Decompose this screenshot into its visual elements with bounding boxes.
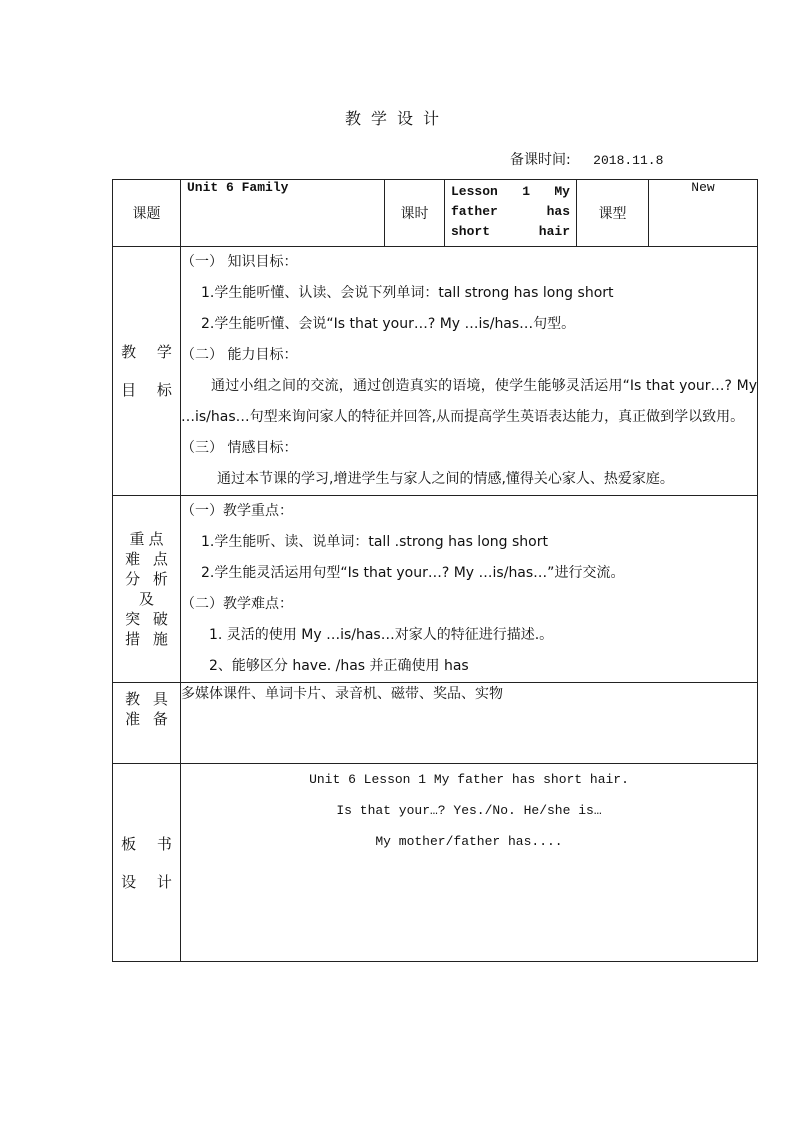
board-content (181, 764, 758, 962)
goals-label-line2: 目 标 (121, 381, 180, 399)
type-label: 课型 (577, 180, 649, 247)
header-row (113, 180, 758, 247)
period-label: 课时 (385, 180, 445, 247)
tools-label-line2: 准 备 (125, 710, 172, 728)
keypoints-label (113, 496, 181, 683)
tools-text: 多媒体课件、单词卡片、录音机、磁带、奖品、实物 (181, 686, 503, 702)
goals-content (181, 247, 758, 496)
difficulty-item-1: 1. 灵活的使用 My …is/has…对家人的特征进行描述.。 (209, 627, 554, 643)
keypoints-label-line: 措 施 (125, 630, 172, 648)
board-label-line1: 板 书 (121, 834, 180, 853)
topic-label: 课题 (113, 180, 181, 247)
tools-label (113, 683, 181, 764)
lesson-plan-table (112, 179, 758, 962)
ability-text: 通过小组之间的交流，通过创造真实的语境，使学生能够灵活运用“Is that your…? My …is/has…句型来询问家人的特征并回答,从而提高学生英语表达能力，真正做到学以致用。 (181, 378, 757, 425)
keypoints-row (113, 496, 758, 683)
keypoints-label-line: 难 点 (125, 550, 172, 568)
difficulty-heading: （二）教学难点： (181, 596, 293, 612)
tools-row (113, 683, 758, 764)
focus-item-2: 2.学生能灵活运用句型“Is that your…? My …is/has…”进行交流。 (201, 565, 625, 581)
board-row (113, 764, 758, 962)
focus-item-1: 1.学生能听、读、说单词：tall .strong has long short (201, 534, 548, 550)
keypoints-content (181, 496, 758, 683)
document-title: 教学设计 (344, 109, 449, 128)
topic-value: Unit 6 Family (181, 180, 385, 247)
goals-label (113, 247, 181, 496)
board-line-1: Unit 6 Lesson 1 My father has short hair. (309, 772, 629, 787)
board-line-2: Is that your…? Yes./No. He/she is… (336, 803, 602, 818)
prep-date (510, 149, 663, 169)
emotion-text: 通过本节课的学习,增进学生与家人之间的情感,懂得关心家人、热爱家庭。 (217, 471, 674, 487)
keypoints-label-line: 及 (138, 590, 158, 608)
tools-label-line1: 教 具 (125, 690, 172, 708)
knowledge-item-2: 2.学生能听懂、会说“Is that your…? My …is/has…句型。 (201, 316, 576, 332)
board-label (113, 764, 181, 962)
period-value: Lesson 1 My father has short hair (445, 180, 577, 247)
emotion-heading: （三） 情感目标： (181, 440, 298, 456)
goals-label-line1: 教 学 (121, 343, 180, 361)
knowledge-item-1: 1.学生能听懂、认读、会说下列单词：tall strong has long short (201, 285, 614, 301)
keypoints-label-line: 分 析 (125, 570, 172, 588)
date-label: 备课时间: (510, 152, 571, 168)
tools-content (181, 683, 758, 764)
keypoints-label-line: 重点 (129, 530, 168, 548)
keypoints-label-line: 突 破 (125, 610, 172, 628)
difficulty-item-2: 2、能够区分 have. /has 并正确使用 has (209, 658, 469, 674)
type-value: New (649, 180, 758, 247)
board-label-line2: 设 计 (121, 872, 180, 891)
goals-row (113, 247, 758, 496)
ability-heading: （二） 能力目标： (181, 347, 298, 363)
board-line-3: My mother/father has.... (375, 834, 563, 849)
focus-heading: （一）教学重点： (181, 503, 293, 519)
knowledge-heading: （一） 知识目标： (181, 254, 298, 270)
date-value: 2018.11.8 (593, 153, 664, 168)
